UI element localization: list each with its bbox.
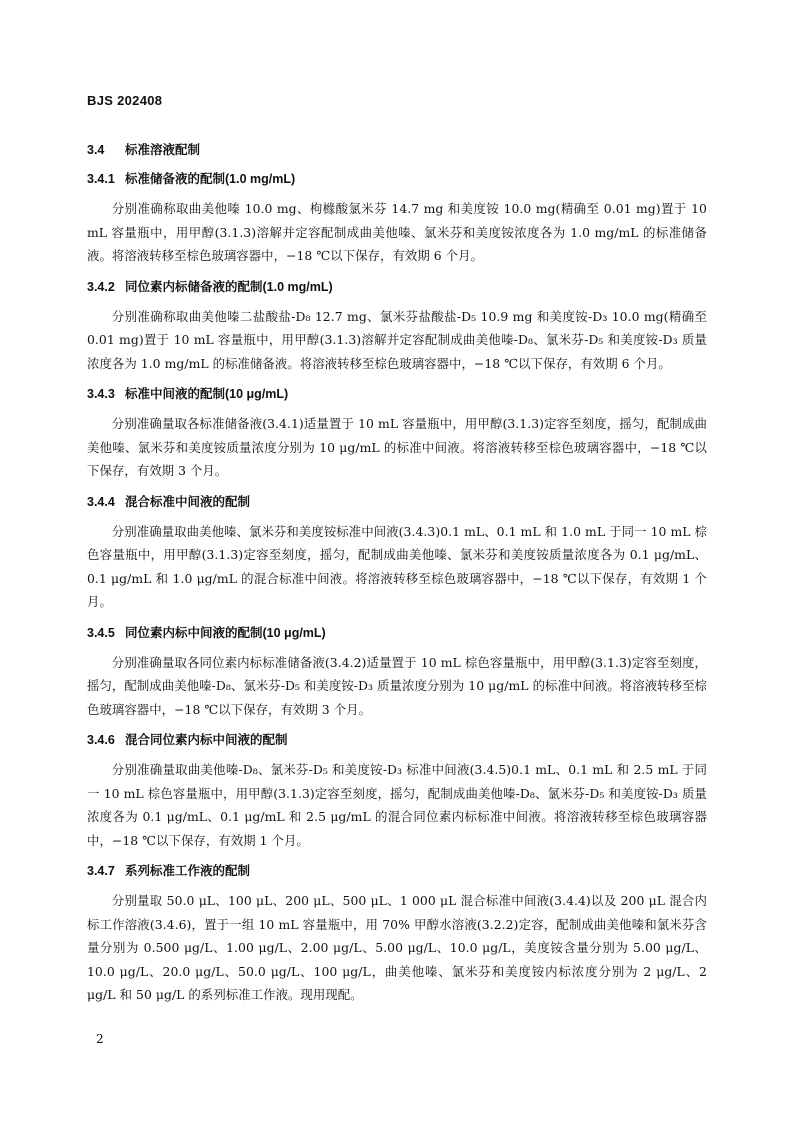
document-body [87, 141, 707, 1017]
subsection-title: 同位素内标中间液的配制(10 μg/mL) [125, 625, 326, 640]
subsection-3-4-5 [87, 624, 707, 722]
subsection-title: 混合同位素内标中间液的配制 [125, 733, 288, 747]
subsection-number: 3.4.1 [87, 172, 115, 186]
document-code: BJS 202408 [87, 93, 163, 108]
subsection-3-4-6 [87, 731, 707, 852]
subsection-heading [87, 624, 707, 643]
subsection-number: 3.4.5 [87, 625, 115, 640]
subsection-title: 标准储备液的配制(1.0 mg/mL) [125, 172, 296, 186]
subsection-heading [87, 731, 707, 750]
subsection-paragraph: 分别准确称取曲美他嗪二盐酸盐-D₈ 12.7 mg、氯米芬盐酸盐-D₅ 10.9 mg 和美度铵-D₃ 10.0 mg(精确至 0.01 mg)置于 10 mL 容量瓶中，用甲醇(3.1.3)溶解并定容配制成曲美他嗪-D₈、氯米芬-D₅ 和美度铵-D₃ 质量浓度各为 1.0 mg/mL 的标准储备液。将溶液转移至棕色玻璃容器中，−18 ℃以下保存，有效期 6 个月。 [87, 308, 707, 371]
subsection-3-4-3 [87, 385, 707, 483]
subsection-heading [87, 278, 707, 297]
subsection-3-4-4 [87, 493, 707, 614]
subsection-heading [87, 862, 707, 881]
subsection-paragraph: 分别准确量取曲美他嗪、氯米芬和美度铵标准中间液(3.4.3)0.1 mL、0.1 mL 和 1.0 mL 于同一 10 mL 棕色容量瓶中，用甲醇(3.1.3)定容至刻度，摇匀，配制成曲美他嗪、氯米芬和美度铵质量浓度各为 0.1 μg/mL、0.1 μg/mL 和 1.0 μg/mL 的混合标准中间液。将溶液转移至棕色玻璃容器中，−18 ℃以下保存，有效期 1 个月。 [87, 523, 707, 609]
section-heading [87, 141, 707, 160]
subsection-paragraph: 分别准确量取各同位素内标标准储备液(3.4.2)适量置于 10 mL 棕色容量瓶中，用甲醇(3.1.3)定容至刻度，摇匀，配制成曲美他嗪-D₈、氯米芬-D₅ 和美度铵-D₃ 质量浓度分别为 10 μg/mL 的标准中间液。将溶液转移至棕色玻璃容器中，−18 ℃以下保存，有效期 3 个月。 [87, 654, 707, 717]
subsection-heading [87, 170, 707, 189]
section-title: 标准溶液配制 [125, 143, 201, 157]
subsection-number: 3.4.6 [87, 733, 115, 747]
subsection-number: 3.4.7 [87, 864, 115, 878]
section-number: 3.4 [87, 143, 105, 157]
subsection-title: 标准中间液的配制(10 μg/mL) [125, 387, 289, 401]
subsection-title: 同位素内标储备液的配制(1.0 mg/mL) [125, 279, 333, 294]
subsection-paragraph: 分别准确量取曲美他嗪-D₈、氯米芬-D₅ 和美度铵-D₃ 标准中间液(3.4.5)0.1 mL、0.1 mL 和 2.5 mL 于同一 10 mL 棕色容量瓶中，用甲醇(3.1.3)定容至刻度，摇匀，配制成曲美他嗪-D₈、氯米芬-D₅ 和美度铵-D₃ 质量浓度各为 0.1 μg/mL、0.1 μg/mL 和 2.5 μg/mL 的混合同位素内标标准中间液。将溶液转移至棕色玻璃容器中，−18 ℃以下保存，有效期 1 个月。 [87, 762, 707, 848]
subsection-title: 混合标准中间液的配制 [125, 494, 251, 509]
subsection-title: 系列标准工作液的配制 [125, 864, 251, 878]
page-number: 2 [96, 1032, 104, 1046]
subsection-heading [87, 385, 707, 404]
subsection-heading [87, 493, 707, 512]
subsection-paragraph: 分别准确量取各标准储备液(3.4.1)适量置于 10 mL 容量瓶中，用甲醇(3.1.3)定容至刻度，摇匀，配制成曲美他嗪、氯米芬和美度铵质量浓度分别为 10 μg/mL 的标准中间液。将溶液转移至棕色玻璃容器中，−18 ℃以下保存，有效期 3 个月。 [87, 416, 707, 478]
subsection-paragraph: 分别准确称取曲美他嗪 10.0 mg、枸橼酸氯米芬 14.7 mg 和美度铵 10.0 mg(精确至 0.01 mg)置于 10 mL 容量瓶中，用甲醇(3.1.3)溶解并定容配制成曲美他嗪、氯米芬和美度铵浓度各为 1.0 mg/mL 的标准储备液。将溶液转移至棕色玻璃容器中，−18 ℃以下保存，有效期 6 个月。 [87, 201, 707, 263]
subsection-3-4-2 [87, 278, 707, 376]
subsection-number: 3.4.2 [87, 279, 115, 294]
subsection-3-4-7 [87, 862, 707, 1007]
subsection-number: 3.4.3 [87, 387, 115, 401]
subsection-3-4-1 [87, 170, 707, 268]
subsection-number: 3.4.4 [87, 494, 115, 509]
subsection-paragraph: 分别量取 50.0 μL、100 μL、200 μL、500 μL、1 000 μL 混合标准中间液(3.4.4)以及 200 μL 混合内标工作溶液(3.4.6)，置于一组 10 mL 容量瓶中，用 70% 甲醇水溶液(3.2.2)定容，配制成曲美他嗪和氯米芬含量分别为 0.500 μg/L、1.00 μg/L、2.00 μg/L、5.00 μg/L、10.0 μg/L，美度铵含量分别为 5.00 μg/L、10.0 μg/L、20.0 μg/L、50.0 μg/L、100 μg/L，曲美他嗪、氯米芬和美度铵内标浓度分别为 2 μg/L、2 μg/L 和 50 μg/L 的系列标准工作液。现用现配。 [87, 893, 707, 1002]
